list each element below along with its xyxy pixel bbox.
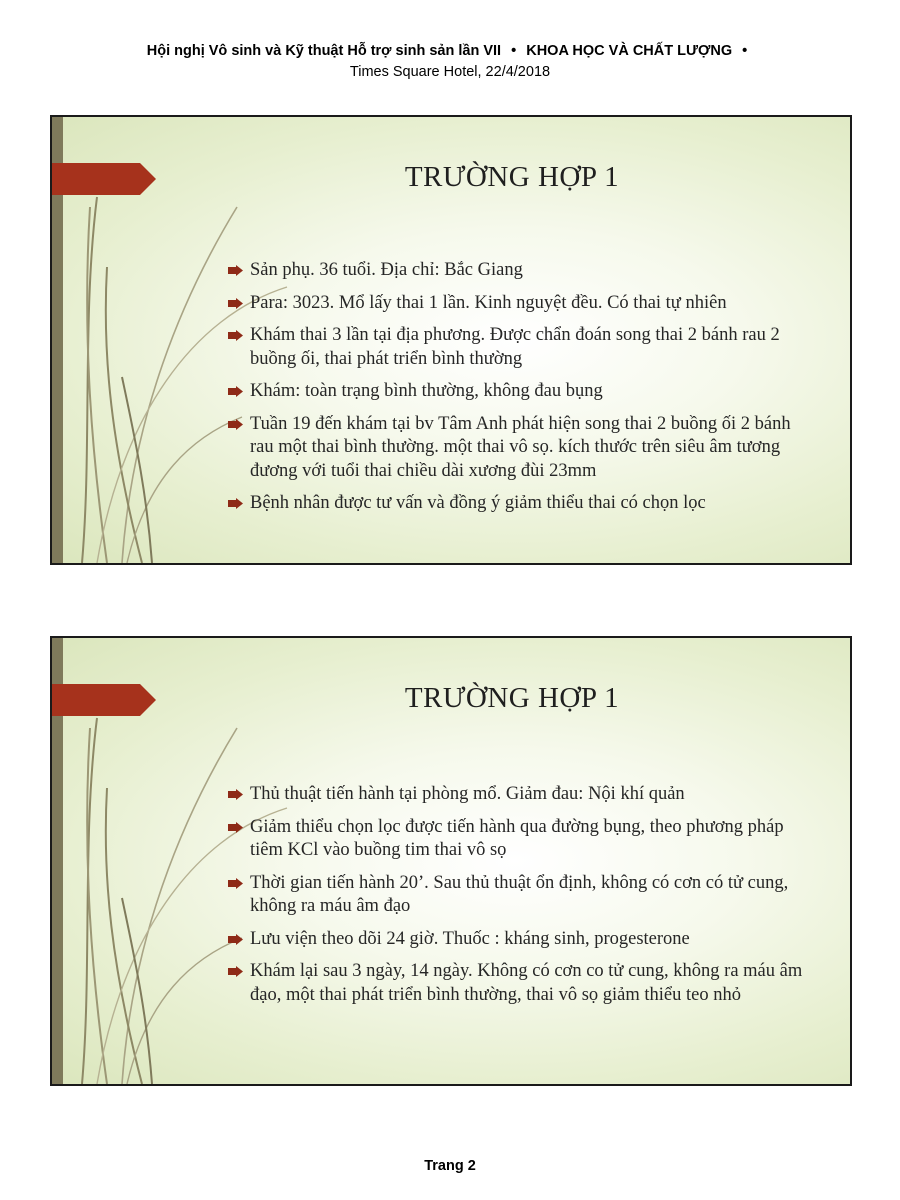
slide-title: TRƯỜNG HỢP 1: [404, 161, 620, 193]
bullet-text: Para: 3023. Mổ lấy thai 1 lần. Kinh nguyệt đều. Có thai tự nhiên: [250, 292, 727, 313]
list-item: [228, 960, 806, 1007]
arrow-bullet-icon: [228, 966, 243, 977]
list-item: [228, 292, 806, 316]
header-separator: •: [511, 43, 517, 59]
arrow-bullet-icon: [228, 822, 243, 833]
slide-1: [50, 115, 852, 565]
list-item: [228, 380, 806, 404]
bullet-list: [228, 783, 806, 1016]
bullet-text: Khám lại sau 3 ngày, 14 ngày. Không có cơn co tử cung, không ra máu âm đạo, một thai phát triển bình thường, thai vô sọ giảm thiểu teo nhỏ: [250, 961, 803, 1005]
bullet-text: Sản phụ. 36 tuổi. Địa chỉ: Bắc Giang: [250, 260, 523, 280]
bullet-text: Khám: toàn trạng bình thường, không đau bụng: [250, 381, 603, 401]
list-item: [228, 324, 806, 371]
bullet-text: Giảm thiểu chọn lọc được tiến hành qua đường bụng, theo phương pháp tiêm KCl vào buồng tim thai vô sọ: [250, 816, 784, 860]
arrow-bullet-icon: [228, 934, 243, 945]
conference-theme: KHOA HỌC VÀ CHẤT LƯỢNG: [526, 43, 733, 59]
page-header: [0, 40, 900, 82]
bullet-text: Lưu viện theo dõi 24 giờ. Thuốc : kháng sinh, progesterone: [250, 928, 690, 949]
bullet-text: Tuần 19 đến khám tại bv Tâm Anh phát hiện song thai 2 buồng ối 2 bánh rau một thai bình thường. một thai vô sọ. kích thước trên siêu âm tương đương với tuổi thai chiều dài xương đùi 23mm: [250, 413, 791, 481]
conference-title: [0, 40, 900, 62]
list-item: [228, 783, 806, 807]
list-item: [228, 492, 806, 516]
page-number: Trang 2: [424, 1158, 476, 1174]
arrow-bullet-icon: [228, 298, 243, 309]
list-item: [228, 259, 806, 283]
list-item: [228, 872, 806, 919]
list-item: [228, 413, 806, 484]
conference-venue-date: Times Square Hotel, 22/4/2018: [349, 64, 551, 80]
slide-2: [50, 636, 852, 1086]
arrow-bullet-icon: [228, 386, 243, 397]
arrow-pentagon-icon: [52, 163, 158, 195]
arrow-bullet-icon: [228, 878, 243, 889]
bullet-list: [228, 259, 806, 525]
arrow-bullet-icon: [228, 419, 243, 430]
arrow-bullet-icon: [228, 498, 243, 509]
list-item: [228, 816, 806, 863]
arrow-pentagon-icon: [52, 684, 158, 716]
list-item: [228, 928, 806, 952]
arrow-bullet-icon: [228, 789, 243, 800]
bullet-text: Khám thai 3 lần tại địa phương. Được chẩn đoán song thai 2 bánh rau 2 buồng ối, thai phát triển bình thường: [250, 325, 780, 369]
arrow-bullet-icon: [228, 330, 243, 341]
bullet-text: Bệnh nhân được tư vấn và đồng ý giảm thiểu thai có chọn lọc: [250, 493, 706, 513]
slide-title: TRƯỜNG HỢP 1: [404, 682, 620, 714]
header-separator-end: •: [742, 43, 748, 59]
arrow-bullet-icon: [228, 265, 243, 276]
conference-name: Hội nghị Vô sinh và Kỹ thuật Hỗ trợ sinh sản lần VII: [146, 43, 502, 59]
bullet-text: Thủ thuật tiến hành tại phòng mổ. Giảm đau: Nội khí quản: [250, 784, 685, 804]
bullet-text: Thời gian tiến hành 20’. Sau thủ thuật ổn định, không có cơn có tử cung, không ra máu âm đạo: [250, 872, 789, 916]
